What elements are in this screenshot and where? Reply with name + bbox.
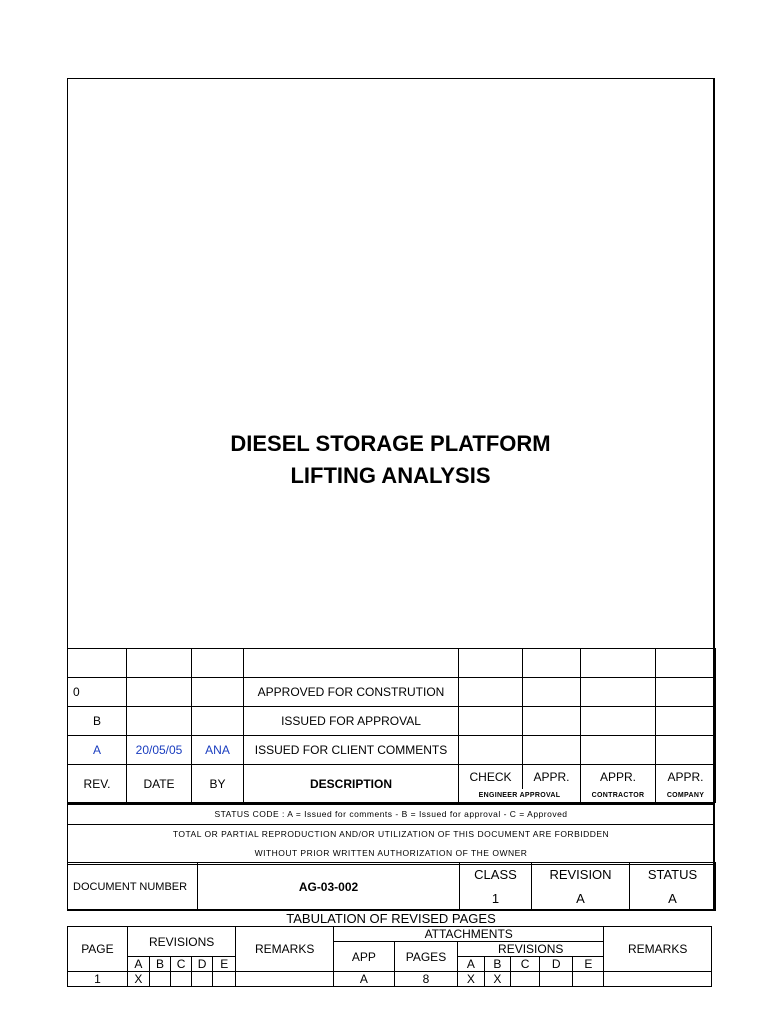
att-rev-letter: C (511, 957, 540, 972)
date-header: DATE (127, 765, 192, 803)
status-notice-table (67, 803, 715, 865)
engineer-approval-label: ENGINEER APPROVAL (459, 789, 581, 803)
att-rev-letter: B (484, 957, 511, 972)
appr-cell (581, 707, 656, 736)
revision-row (68, 707, 716, 736)
attachments-remarks-header: REMARKS (604, 927, 712, 972)
rev-mark (192, 972, 213, 987)
revision-header-row (68, 765, 716, 789)
appr-header: APPR. (523, 765, 581, 789)
appr-cell (523, 678, 581, 707)
rev-mark (150, 972, 171, 987)
date-cell (127, 649, 192, 678)
appr-cell (523, 736, 581, 765)
class-label: CLASS (460, 863, 532, 887)
appr-cell (581, 649, 656, 678)
attachment-revisions-header: REVISIONS (458, 942, 604, 957)
remarks-cell (236, 972, 334, 987)
att-rev-letter: D (540, 957, 573, 972)
att-rev-mark: X (484, 972, 511, 987)
appr-cell (656, 678, 716, 707)
att-rev-mark (573, 972, 604, 987)
tabulation-table (67, 926, 712, 987)
date-cell (127, 707, 192, 736)
appr-cell (581, 736, 656, 765)
rev-letter: E (213, 957, 236, 972)
rev-letter: A (127, 957, 149, 972)
date-cell: 20/05/05 (127, 736, 192, 765)
att-rev-mark: X (458, 972, 485, 987)
page-cell: 1 (68, 972, 128, 987)
description-cell (244, 649, 459, 678)
att-rev-letter: A (458, 957, 485, 972)
rev-cell: A (68, 736, 127, 765)
rev-cell: B (68, 707, 127, 736)
pages-cell: 8 (394, 972, 457, 987)
app-cell: A (333, 972, 394, 987)
by-cell (192, 649, 244, 678)
revision-row (68, 649, 716, 678)
appr-header: APPR. (656, 765, 716, 789)
document-title-line2: LIFTING ANALYSIS (290, 463, 491, 488)
document-title-line1: DIESEL STORAGE PLATFORM (230, 431, 551, 456)
rev-mark (171, 972, 192, 987)
by-cell (192, 678, 244, 707)
rev-mark (213, 972, 236, 987)
description-header: DESCRIPTION (244, 765, 459, 803)
company-label: COMPANY (656, 789, 716, 803)
page-header: PAGE (68, 927, 128, 972)
notice-line2: WITHOUT PRIOR WRITTEN AUTHORIZATION OF THE OWNER (254, 848, 528, 858)
document-number: AG-03-002 (198, 863, 460, 911)
pages-header: PAGES (394, 942, 457, 972)
description-cell: ISSUED FOR APPROVAL (244, 707, 459, 736)
document-number-label: DOCUMENT NUMBER (68, 863, 198, 911)
appr-header: APPR. (581, 765, 656, 789)
by-cell (192, 707, 244, 736)
description-cell: APPROVED FOR CONSTRUTION (244, 678, 459, 707)
date-cell (127, 678, 192, 707)
att-remarks-cell (604, 972, 712, 987)
description-cell: ISSUED FOR CLIENT COMMENTS (244, 736, 459, 765)
appr-cell (523, 649, 581, 678)
class-value: 1 (460, 887, 532, 911)
by-cell: ANA (192, 736, 244, 765)
status-value: A (630, 887, 716, 911)
rev-header: REV. (68, 765, 127, 803)
revision-label: REVISION (532, 863, 630, 887)
attachments-header: ATTACHMENTS (333, 927, 603, 942)
rev-letter: B (150, 957, 171, 972)
notice-line1: TOTAL OR PARTIAL REPRODUCTION AND/OR UTILIZATION OF THIS DOCUMENT ARE FORBIDDEN (172, 829, 610, 839)
revisions-header: REVISIONS (127, 927, 236, 957)
rev-cell (68, 649, 127, 678)
att-rev-mark (511, 972, 540, 987)
rev-mark: X (127, 972, 149, 987)
status-code: STATUS CODE : A = Issued for comments - B = Issued for approval - C = Approved (68, 804, 715, 824)
revision-row (68, 678, 716, 707)
appr-cell (656, 707, 716, 736)
att-rev-letter: E (573, 957, 604, 972)
rev-letter: D (192, 957, 213, 972)
appr-cell (523, 707, 581, 736)
reproduction-notice (68, 824, 715, 864)
appr-cell (656, 736, 716, 765)
rev-letter: C (171, 957, 192, 972)
rev-cell: 0 (68, 678, 127, 707)
by-header: BY (192, 765, 244, 803)
att-rev-mark (540, 972, 573, 987)
revision-value: A (532, 887, 630, 911)
document-info-table (67, 862, 716, 911)
check-cell (459, 707, 523, 736)
appr-cell (656, 649, 716, 678)
check-header: CHECK (459, 765, 523, 789)
contractor-label: CONTRACTOR (581, 789, 656, 803)
app-header: APP (333, 942, 394, 972)
tabulation-title: TABULATION OF REVISED PAGES (286, 911, 496, 926)
status-label: STATUS (630, 863, 716, 887)
check-cell (459, 649, 523, 678)
revision-table (67, 648, 716, 803)
remarks-header: REMARKS (236, 927, 334, 972)
appr-cell (581, 678, 656, 707)
check-cell (459, 736, 523, 765)
check-cell (459, 678, 523, 707)
tabulation-row (68, 972, 712, 987)
revision-row (68, 736, 716, 765)
